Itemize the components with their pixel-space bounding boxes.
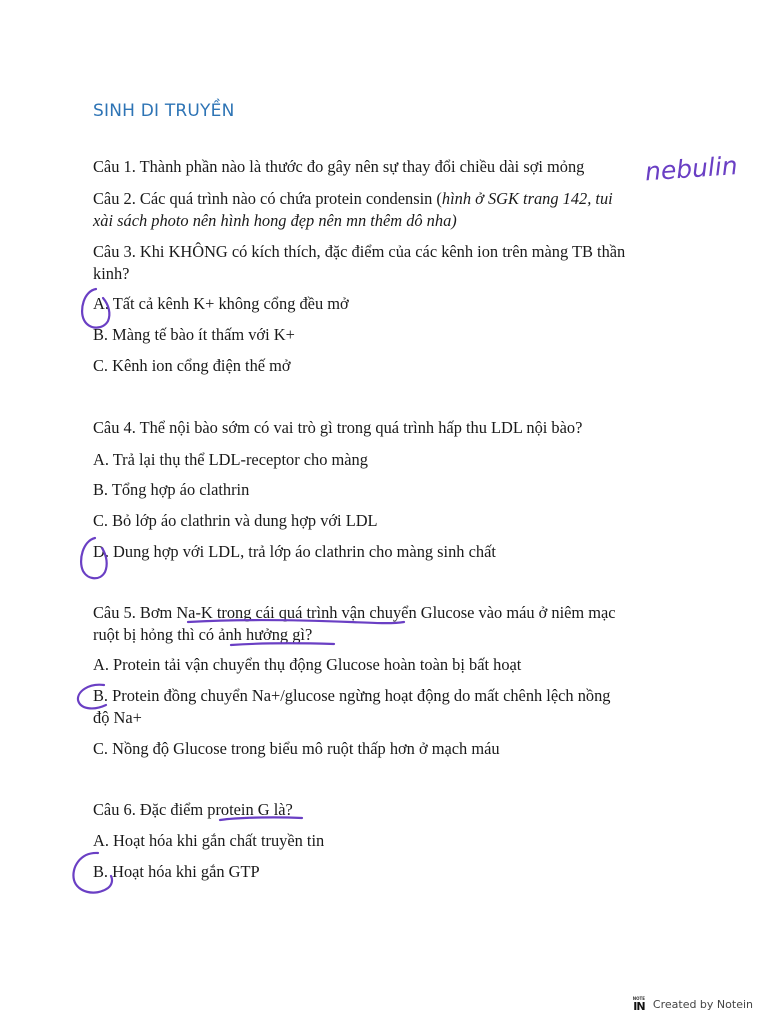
question-6-option-a: A. Hoạt hóa khi gắn chất truyền tin (93, 831, 325, 850)
question-5-line-1: Câu 5. Bơm Na-K trong cái quá trình vận chuyển Glucose vào máu ở niêm mạc (93, 603, 616, 622)
question-3-option-c: C. Kênh ion cổng điện thế mở (93, 356, 291, 375)
logo-top-text: NOTE (632, 995, 646, 1001)
question-5-line-2: ruột bị hỏng thì có ảnh hưởng gì? (93, 625, 313, 644)
question-6: Câu 6. Đặc điểm protein G là? (93, 800, 293, 819)
question-4-option-b: B. Tổng hợp áo clathrin (93, 480, 250, 499)
question-3-line-1: Câu 3. Khi KHÔNG có kích thích, đặc điểm của các kênh ion trên màng TB thần (93, 242, 626, 261)
question-5-option-b-line-2: độ Na+ (93, 708, 142, 727)
question-5-option-a: A. Protein tải vận chuyển thụ động Glucose hoàn toàn bị bất hoạt (93, 655, 522, 674)
question-4-option-c: C. Bỏ lớp áo clathrin và dung hợp với LDL (93, 511, 378, 530)
question-1: Câu 1. Thành phần nào là thước đo gây nên sự thay đổi chiều dài sợi mỏng (93, 157, 585, 176)
logo-main-text: IN (633, 999, 645, 1013)
question-5-option-b-line-1: B. Protein đồng chuyển Na+/glucose ngừng hoạt động do mất chênh lệch nồng (93, 686, 611, 705)
question-6-option-b: B. Hoạt hóa khi gắn GTP (93, 862, 260, 881)
footer-credit (631, 996, 753, 1012)
page-title: SINH DI TRUYỀN (93, 101, 235, 121)
question-3-option-b: B. Màng tế bào ít thấm với K+ (93, 325, 295, 344)
question-5-option-c: C. Nồng độ Glucose trong biểu mô ruột thấp hơn ở mạch máu (93, 739, 500, 758)
question-2-text: Câu 2. Các quá trình nào có chứa protein condensin ( (93, 189, 442, 208)
question-2-line-2: xài sách photo nên hình hong đẹp nên mn thêm dô nha) (93, 211, 457, 230)
question-3-line-2: kinh? (93, 264, 130, 283)
question-2-note: hình ở SGK trang 142, tui (441, 189, 613, 208)
question-4-option-a: A. Trả lại thụ thể LDL-receptor cho màng (93, 450, 368, 469)
question-3-option-a: A. Tất cả kênh K+ không cổng đều mở (93, 294, 349, 313)
question-4: Câu 4. Thể nội bào sớm có vai trò gì trong quá trình hấp thu LDL nội bào? (93, 418, 583, 437)
question-4-option-d: D. Dung hợp với LDL, trả lớp áo clathrin cho màng sinh chất (93, 542, 496, 561)
notein-logo (631, 996, 647, 1012)
question-2-line-1 (93, 188, 613, 210)
footer-text: Created by Notein (652, 997, 753, 1011)
handwritten-annotation: nebulin (644, 151, 739, 187)
